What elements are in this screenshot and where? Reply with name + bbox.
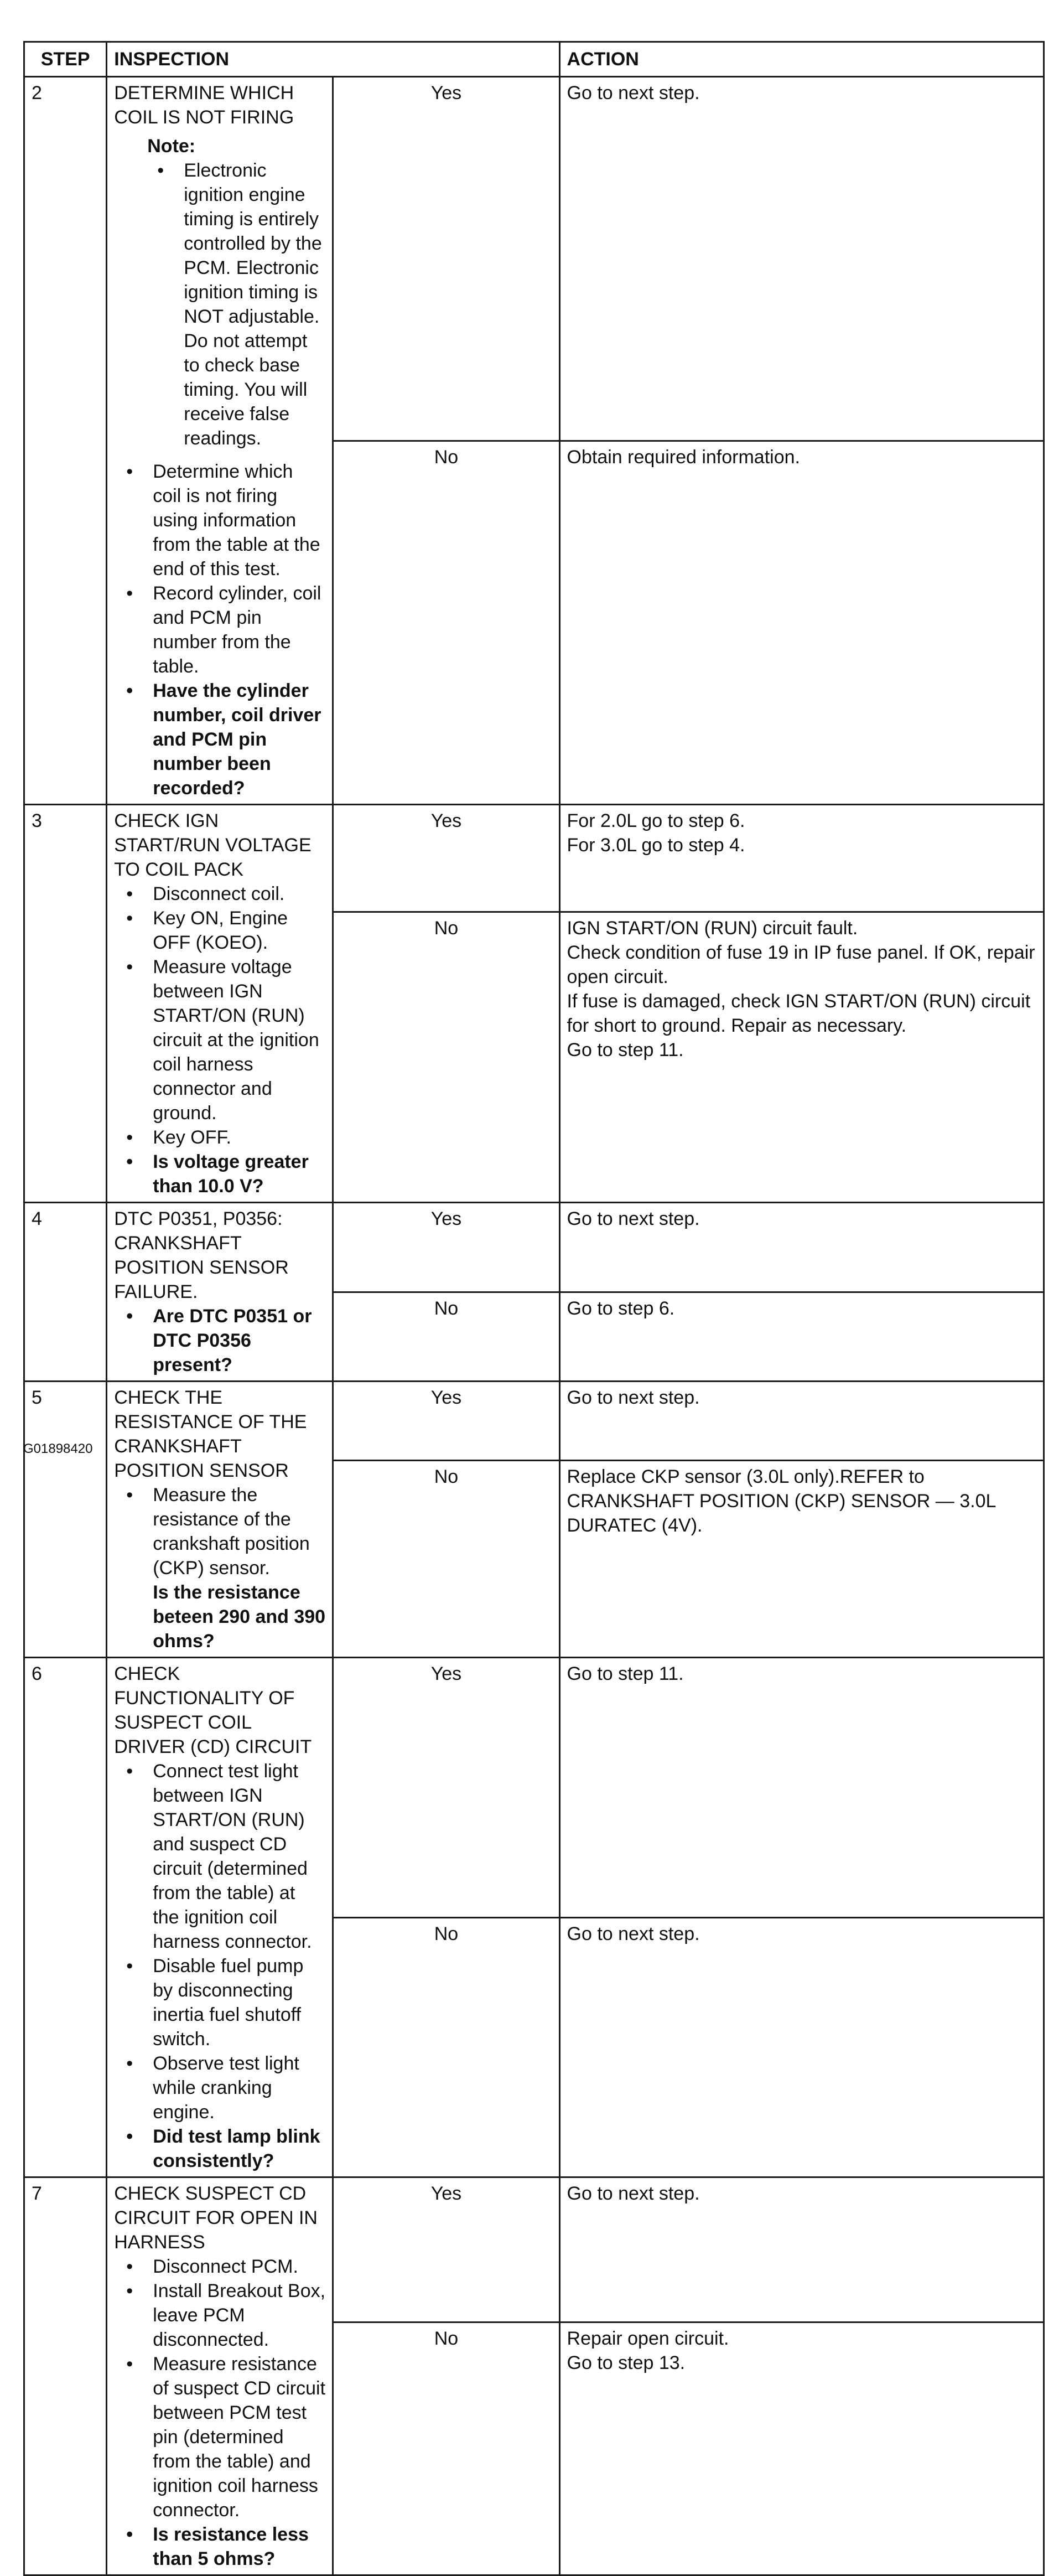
step-number: 7 (24, 2177, 107, 2575)
inspection-item: • Disconnect coil. (153, 882, 325, 906)
action-line: If fuse is damaged, check IGN START/ON (RUN) circuit for short to ground. Repair as necessary. (567, 990, 1031, 1036)
inspection-list (114, 459, 325, 800)
step-number: 5 (24, 1382, 107, 1658)
inspection-item: • Key ON, Engine OFF (KOEO). (153, 906, 325, 955)
inspection-title: DTC P0351, P0356: CRANKSHAFT POSITION SENSOR FAILURE. (114, 1208, 289, 1302)
step-row-7 (24, 2177, 1044, 2322)
action-line: Go to next step. (567, 2183, 700, 2204)
inspection-cell (107, 1382, 333, 1658)
figure-id: G01898420 (23, 1441, 93, 1456)
yes-action (559, 805, 1044, 912)
inspection-title: CHECK FUNCTIONALITY OF SUSPECT COIL DRIVER (CD) CIRCUIT (114, 1663, 312, 1757)
yes-label: Yes (333, 1658, 559, 1918)
action-line: IGN START/ON (RUN) circuit fault. (567, 917, 858, 939)
note-list (147, 158, 325, 451)
inspection-title: CHECK IGN START/RUN VOLTAGE TO COIL PACK (114, 810, 312, 880)
no-label: No (333, 2322, 559, 2575)
step-row-5 (24, 1382, 1044, 1461)
inspection-question: • Have the cylinder number, coil driver and PCM pin number been recorded? (153, 679, 325, 800)
action-line: Go to next step. (567, 1923, 700, 1944)
inspection-list (114, 1304, 325, 1377)
step-number: 4 (24, 1203, 107, 1382)
inspection-list (114, 882, 325, 1198)
inspection-list (114, 2254, 325, 2571)
inspection-item: • Measure the resistance of the crankshaft position (CKP) sensor. (153, 1483, 325, 1580)
action-line: Replace CKP sensor (3.0L only).REFER to CRANKSHAFT POSITION (CKP) SENSOR — 3.0L DURATEC (4V). (567, 1466, 996, 1536)
action-line: Go to step 11. (567, 1663, 684, 1684)
inspection-title: DETERMINE WHICH COIL IS NOT FIRING (114, 82, 294, 128)
note-item: • Electronic ignition engine timing is entirely controlled by the PCM. Electronic ignition timing is NOT adjustable. Do not attempt to check base timing. You will receive false readings. (184, 158, 325, 451)
yes-action (559, 1203, 1044, 1292)
step-row-3 (24, 805, 1044, 912)
inspection-cell (107, 77, 333, 805)
step-number: 3 (24, 805, 107, 1203)
yes-action (559, 77, 1044, 441)
header-step: STEP (24, 42, 107, 77)
step-row-2 (24, 77, 1044, 441)
no-action (559, 2322, 1044, 2575)
yes-label: Yes (333, 1203, 559, 1292)
note-block (147, 134, 325, 451)
inspection-item: • Determine which coil is not firing using information from the table at the end of this test. (153, 459, 325, 581)
inspection-list (114, 1483, 325, 1580)
inspection-cell (107, 805, 333, 1203)
note-label: Note: (147, 136, 196, 157)
step-row-6 (24, 1658, 1044, 1918)
yes-label: Yes (333, 2177, 559, 2322)
yes-action (559, 1382, 1044, 1461)
no-label: No (333, 441, 559, 805)
inspection-question: • Are DTC P0351 or DTC P0356 present? (153, 1304, 325, 1377)
no-label: No (333, 1917, 559, 2177)
inspection-question: Is the resistance beteen 290 and 390 ohms? (153, 1582, 326, 1652)
inspection-question: • Is resistance less than 5 ohms? (153, 2522, 325, 2571)
action-line: Repair open circuit. (567, 2327, 729, 2349)
no-action (559, 1292, 1044, 1382)
inspection-cell (107, 1203, 333, 1382)
inspection-cell (107, 1658, 333, 2177)
inspection-cell (107, 2177, 333, 2575)
action-line: For 2.0L go to step 6. (567, 810, 745, 831)
inspection-question: • Is voltage greater than 10.0 V? (153, 1150, 325, 1198)
yes-action (559, 2177, 1044, 2322)
inspection-item: • Observe test light while cranking engine. (153, 2051, 325, 2124)
yes-label: Yes (333, 805, 559, 912)
action-line: Go to step 13. (567, 2352, 686, 2373)
no-action (559, 441, 1044, 805)
no-label: No (333, 1460, 559, 1657)
inspection-item: • Key OFF. (153, 1125, 325, 1150)
no-label: No (333, 1292, 559, 1382)
header-row (24, 42, 1044, 77)
header-action: ACTION (559, 42, 1044, 77)
step-number: 2 (24, 77, 107, 805)
action-line: Check condition of fuse 19 in IP fuse panel. If OK, repair open circuit. (567, 942, 1035, 987)
inspection-title: CHECK SUSPECT CD CIRCUIT FOR OPEN IN HARNESS (114, 2183, 318, 2253)
inspection-question: • Did test lamp blink consistently? (153, 2124, 325, 2173)
diagnostic-table (23, 41, 1045, 2576)
yes-label: Yes (333, 1382, 559, 1461)
inspection-item: • Install Breakout Box, leave PCM disconnected. (153, 2279, 325, 2352)
no-action (559, 912, 1044, 1202)
no-label: No (333, 912, 559, 1202)
action-line: Go to next step. (567, 1387, 700, 1408)
inspection-item: • Measure voltage between IGN START/ON (RUN) circuit at the ignition coil harness connector and ground. (153, 955, 325, 1125)
action-line: Obtain required information. (567, 446, 800, 468)
header-inspection: INSPECTION (107, 42, 559, 77)
action-line: Go to next step. (567, 1208, 700, 1229)
no-action (559, 1917, 1044, 2177)
action-line: Go to next step. (567, 82, 700, 104)
action-line: Go to step 11. (567, 1039, 684, 1061)
action-line: For 3.0L go to step 4. (567, 835, 745, 856)
inspection-title: CHECK THE RESISTANCE OF THE CRANKSHAFT POSITION SENSOR (114, 1387, 307, 1481)
yes-label: Yes (333, 77, 559, 441)
inspection-item: • Record cylinder, coil and PCM pin number from the table. (153, 581, 325, 679)
yes-action (559, 1658, 1044, 1918)
step-number: 6 (24, 1658, 107, 2177)
inspection-item: • Connect test light between IGN START/ON (RUN) and suspect CD circuit (determined from the table) at the ignition coil harness connector. (153, 1759, 325, 1954)
diagnostic-body (24, 77, 1044, 2575)
inspection-item: • Measure resistance of suspect CD circuit between PCM test pin (determined from the table) and ignition coil harness connector. (153, 2352, 325, 2522)
action-line: Go to step 6. (567, 1297, 675, 1319)
inspection-item: • Disable fuel pump by disconnecting inertia fuel shutoff switch. (153, 1954, 325, 2051)
no-action (559, 1460, 1044, 1657)
step-row-4 (24, 1203, 1044, 1292)
inspection-item: • Disconnect PCM. (153, 2254, 325, 2279)
inspection-list (114, 1759, 325, 2173)
